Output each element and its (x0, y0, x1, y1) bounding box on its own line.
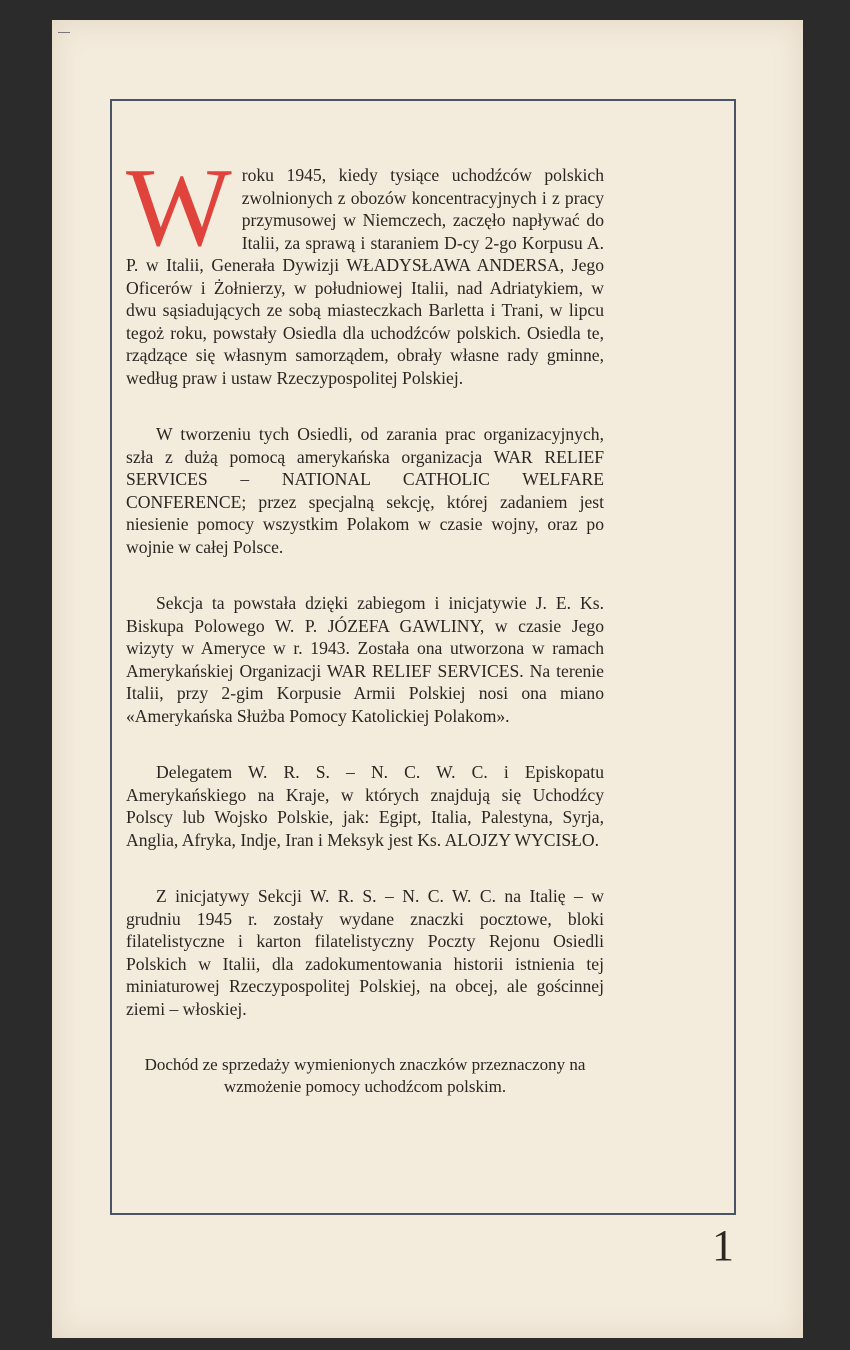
paragraph-2: W tworzeniu tych Osiedli, od zarania prac organizacyjnych, szła z dużą pomocą amerykańska organizacja WAR RELIEF SERVICES – NATIONAL CATHOLIC WELFARE CONFERENCE; przez specjalną sekcję, której zadaniem jest niesienie pomocy wszystkim Polakom w czasie wojny, oraz po wojnie w całej Polsce. (126, 424, 604, 557)
paragraph-1-text: roku 1945, kiedy tysiące uchodźców polskich zwolnionych z obozów koncentracyjnych i z pracy przymusowej w Niemczech, zaczęło napływać do Italii, za sprawą i staraniem D-cy 2-go Korpusu A. P. w Italii, Generała Dywizji WŁADYSŁAWA ANDERSA, Jego Oficerów i Żołnierzy, w południowej Italii, nad Adriatykiem, w dwu sąsiadujących ze sobą miasteczkach Barletta i Trani, w lipcu tegoż roku, powstały Osiedla dla uchodźców polskich. Osiedla te, rządzące się własnym samorządem, obrały własne rady gminne, według praw i ustaw Rzeczypospolitej Polskiej. (126, 165, 604, 388)
drop-cap: W (126, 146, 232, 270)
closing-note: Dochód ze sprzedaży wymienionych znaczków przeznaczony na wzmożenie pomocy uchodźcom polskim. (144, 1055, 586, 1096)
paragraph-3: Sekcja ta powstała dzięki zabiegom i inicjatywie J. E. Ks. Biskupa Polowego W. P. JÓZEFA GAWLINY, w czasie Jego wizyty w Ameryce w r. 1943. Została ona utworzona w ramach Amerykańskiej Organizacji WAR RELIEF SERVICES. Na terenie Italii, przy 2-gim Korpusie Armii Polskiej nosi ona miano «Amerykańska Służba Pomocy Katolickiej Polakom». (126, 593, 604, 726)
paragraph-5: Z inicjatywy Sekcji W. R. S. – N. C. W. C. na Italię – w grudniu 1945 r. zostały wydane znaczki pocztowe, bloki filatelistyczne i karton filatelistyczny Poczty Rejonu Osiedli Polskich w Italii, dla zadokumentowania historii istnienia tej miniaturowej Rzeczypospolitej Polskiej, na obcej, ale gościnnej ziemi – włoskiej. (126, 886, 604, 1019)
crop-mark (58, 32, 70, 33)
paragraph-4: Delegatem W. R. S. – N. C. W. C. i Episkopatu Amerykańskiego na Kraje, w których znajdują się Uchodźcy Polscy lub Wojsko Polskie, jak: Egipt, Italia, Palestyna, Syrja, Anglia, Afryka, Indje, Iran i Meksyk jest Ks. ALOJZY WYCISŁO. (126, 762, 604, 850)
paragraph-1 (126, 146, 604, 389)
document-page (52, 20, 803, 1338)
page-number: 1 (712, 1221, 734, 1270)
document-body (126, 146, 604, 1115)
